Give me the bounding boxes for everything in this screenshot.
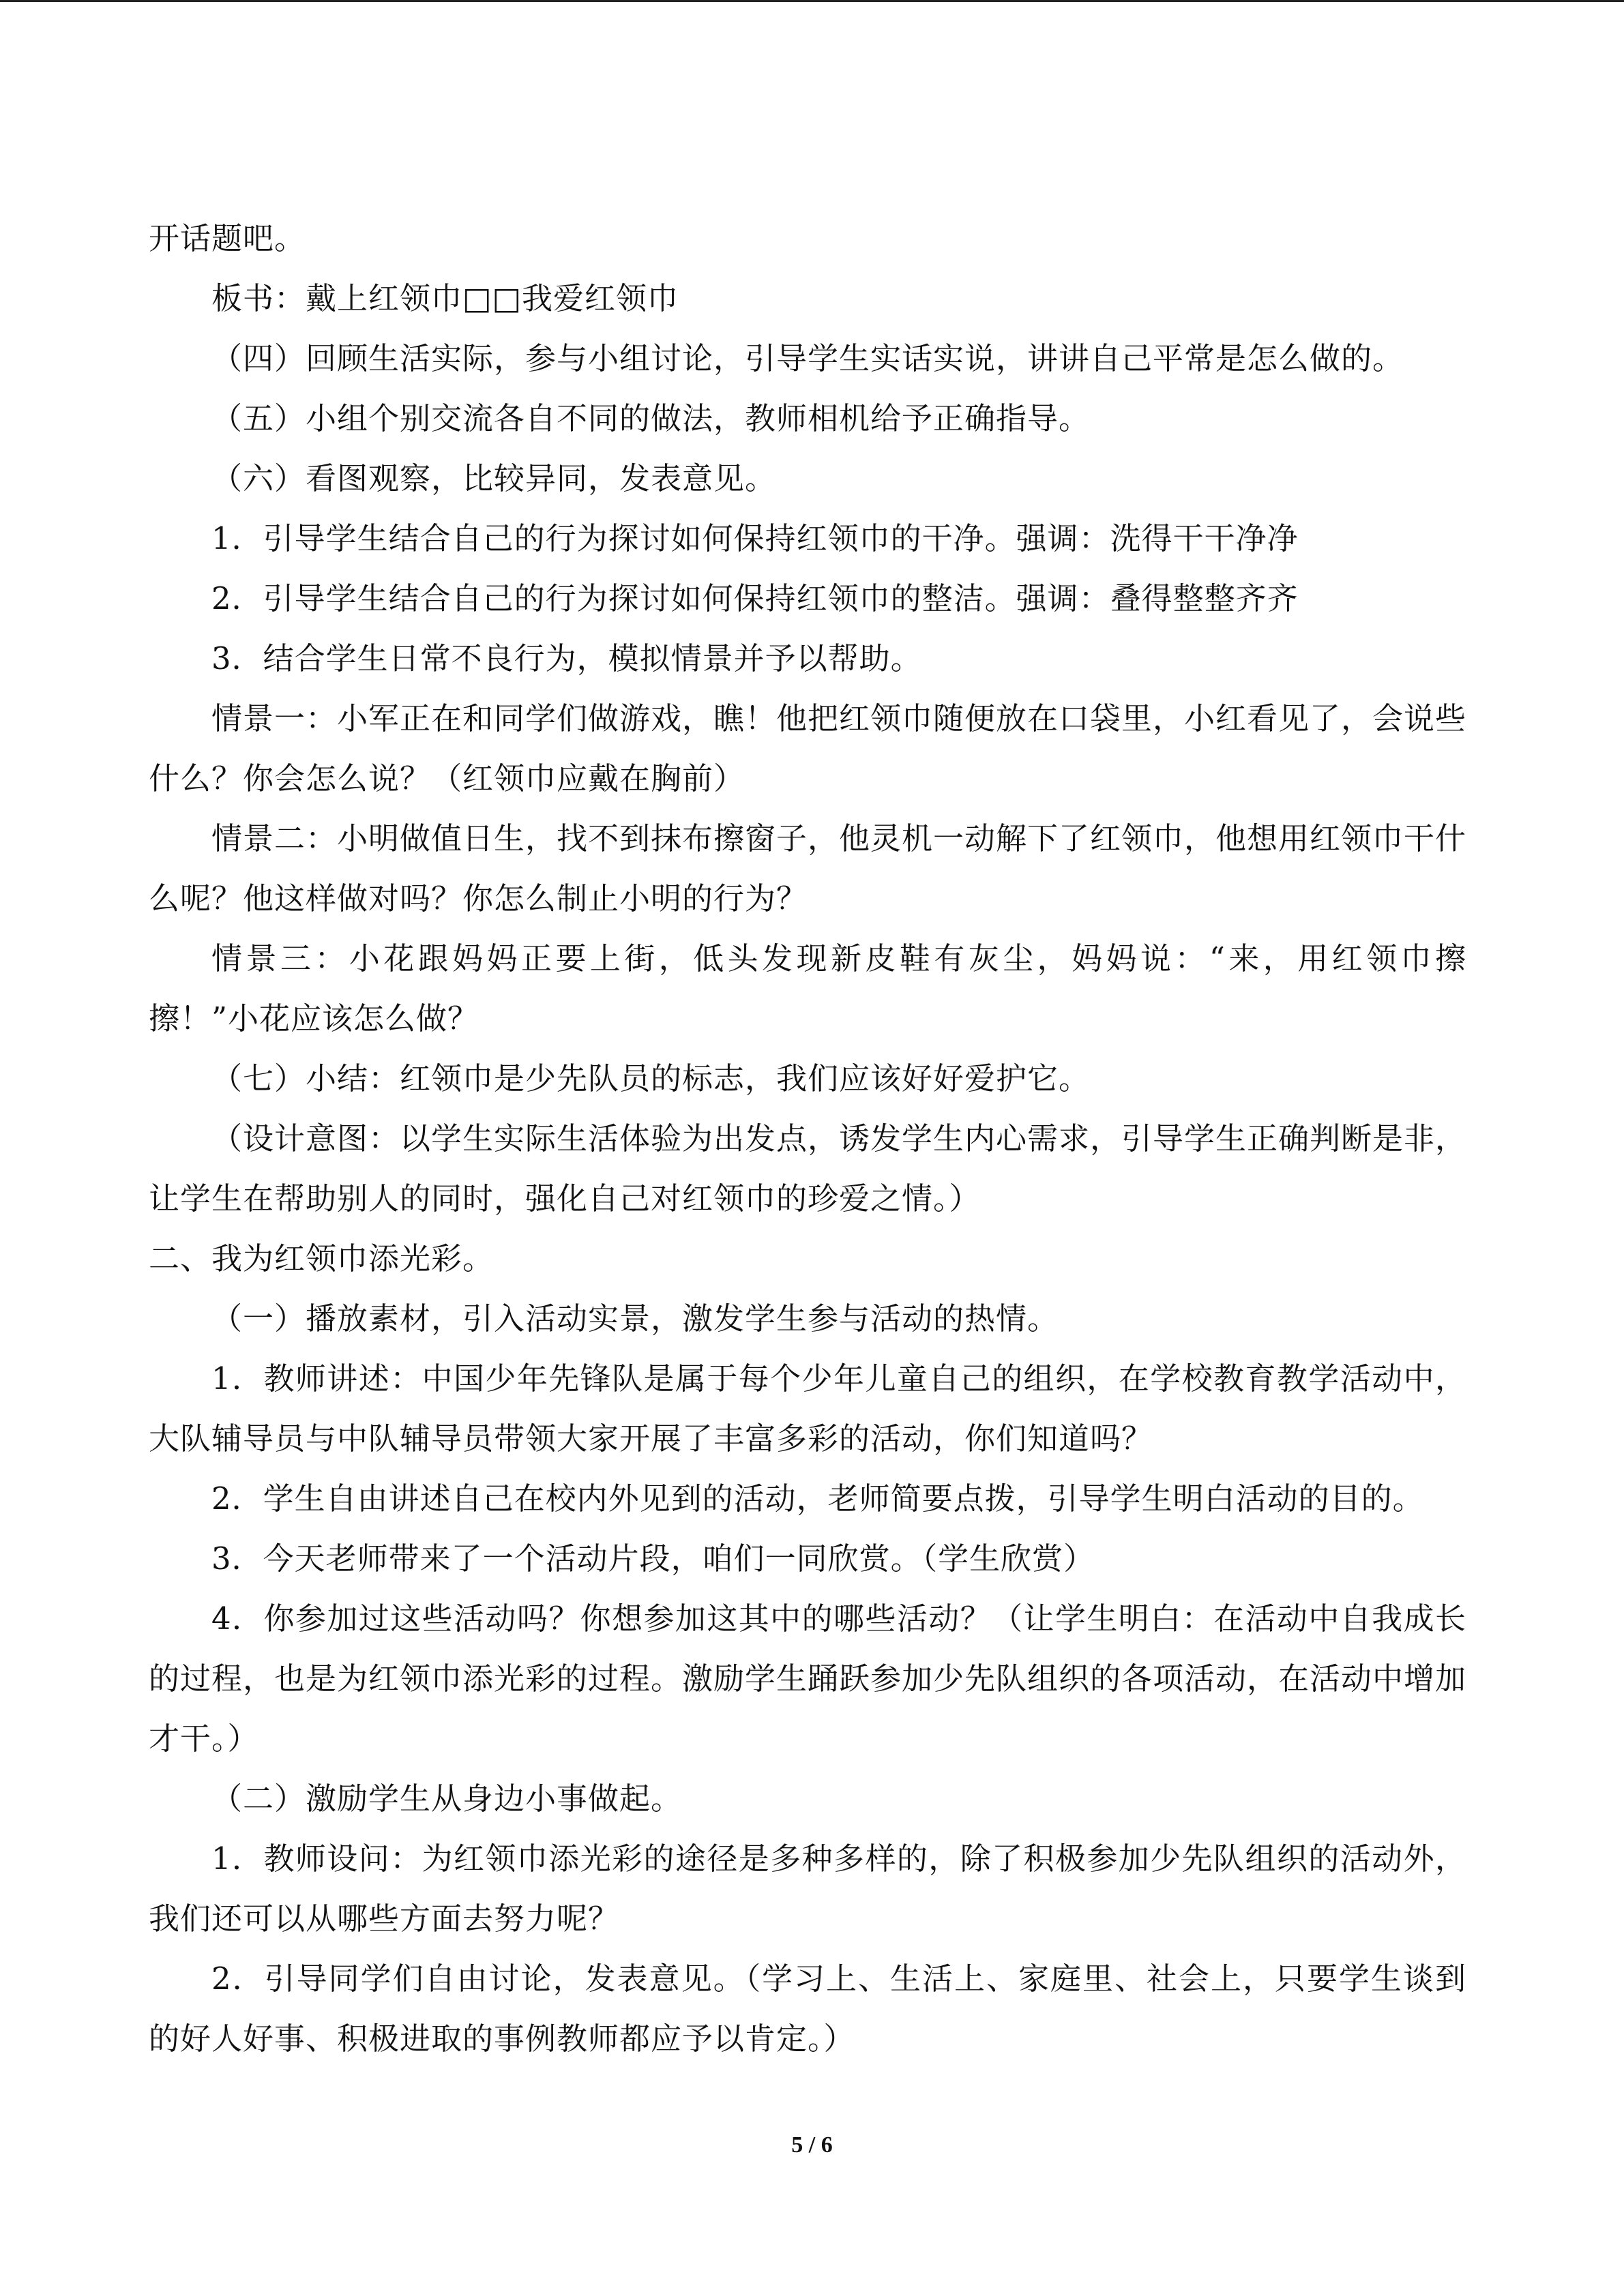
top-border-line [0,0,1624,2]
paragraph-part-one-item-2: 2．学生自由讲述自己在校内外见到的活动，老师简要点拨，引导学生明白活动的目的。 [211,1480,1424,1517]
paragraph-part-one-item-1: 1．教师讲述：中国少年先锋队是属于每个少年儿童自己的组织，在学校教育教学活动中，大队辅导员与中队辅导员带领大家开展了丰富多彩的活动，你们知道吗？ [149,1360,1466,1457]
section-heading-two: 二、我为红领巾添光彩。 [149,1240,494,1277]
document-body [149,209,1466,2069]
paragraph-step-seven-summary: （七）小结：红领巾是少先队员的标志，我们应该好好爱护它。 [211,1060,1091,1097]
paragraph-scenario-three: 情景三：小花跟妈妈正要上街，低头发现新皮鞋有灰尘，妈妈说：“来，用红领巾擦擦！”小花应该怎么做？ [149,940,1466,1037]
paragraph-step-four: （四）回顾生活实际，参与小组讨论，引导学生实话实说，讲讲自己平常是怎么做的。 [211,340,1404,376]
paragraph-part-two-item-2: 2．引导同学们自由讨论，发表意见。（学习上、生活上、家庭里、社会上，只要学生谈到的好人好事、积极进取的事例教师都应予以肯定。） [149,1960,1466,2057]
paragraph-part-two: （二）激励学生从身边小事做起。 [211,1780,683,1817]
paragraph-blackboard-title: 板书：戴上红领巾□□我爱红领巾 [211,280,679,316]
paragraph-scenario-two: 情景二：小明做值日生，找不到抹布擦窗子，他灵机一动解下了红领巾，他想用红领巾干什么呢？他这样做对吗？你怎么制止小明的行为？ [149,820,1467,916]
page-number: 5 / 6 [791,2132,833,2158]
paragraph-item-3-scenarios: 3．结合学生日常不良行为，模拟情景并予以帮助。 [211,640,922,676]
paragraph-continuation: 开话题吧。 [149,220,306,256]
paragraph-part-two-item-1: 1．教师设问：为红领巾添光彩的途径是多种多样的，除了积极参加少先队组织的活动外，我们还可以从哪些方面去努力呢？ [149,1840,1466,1937]
paragraph-scenario-one: 情景一：小军正在和同学们做游戏，瞧！他把红领巾随便放在口袋里，小红看见了，会说些什么？你会怎么说？（红领巾应戴在胸前） [149,700,1467,796]
paragraph-part-one-item-3: 3．今天老师带来了一个活动片段，咱们一同欣赏。（学生欣赏） [211,1540,1095,1577]
paragraph-item-2-neat: 2．引导学生结合自己的行为探讨如何保持红领巾的整洁。强调：叠得整整齐齐 [211,580,1299,616]
paragraph-part-one: （一）播放素材，引入活动实景，激发学生参与活动的热情。 [211,1300,1059,1337]
paragraph-design-intent: （设计意图：以学生实际生活体验为出发点，诱发学生内心需求，引导学生正确判断是非，让学生在帮助别人的同时，强化自己对红领巾的珍爱之情。） [149,1120,1467,1217]
paragraph-part-one-item-4: 4．你参加过这些活动吗？你想参加这其中的哪些活动？（让学生明白：在活动中自我成长的过程，也是为红领巾添光彩的过程。激励学生踊跃参加少先队组织的各项活动，在活动中增加才干。） [149,1600,1467,1757]
paragraph-step-five: （五）小组个别交流各自不同的做法，教师相机给予正确指导。 [211,400,1091,436]
paragraph-item-1-clean: 1．引导学生结合自己的行为探讨如何保持红领巾的干净。强调：洗得干干净净 [211,520,1299,556]
paragraph-step-six: （六）看图观察，比较异同，发表意见。 [211,460,777,496]
